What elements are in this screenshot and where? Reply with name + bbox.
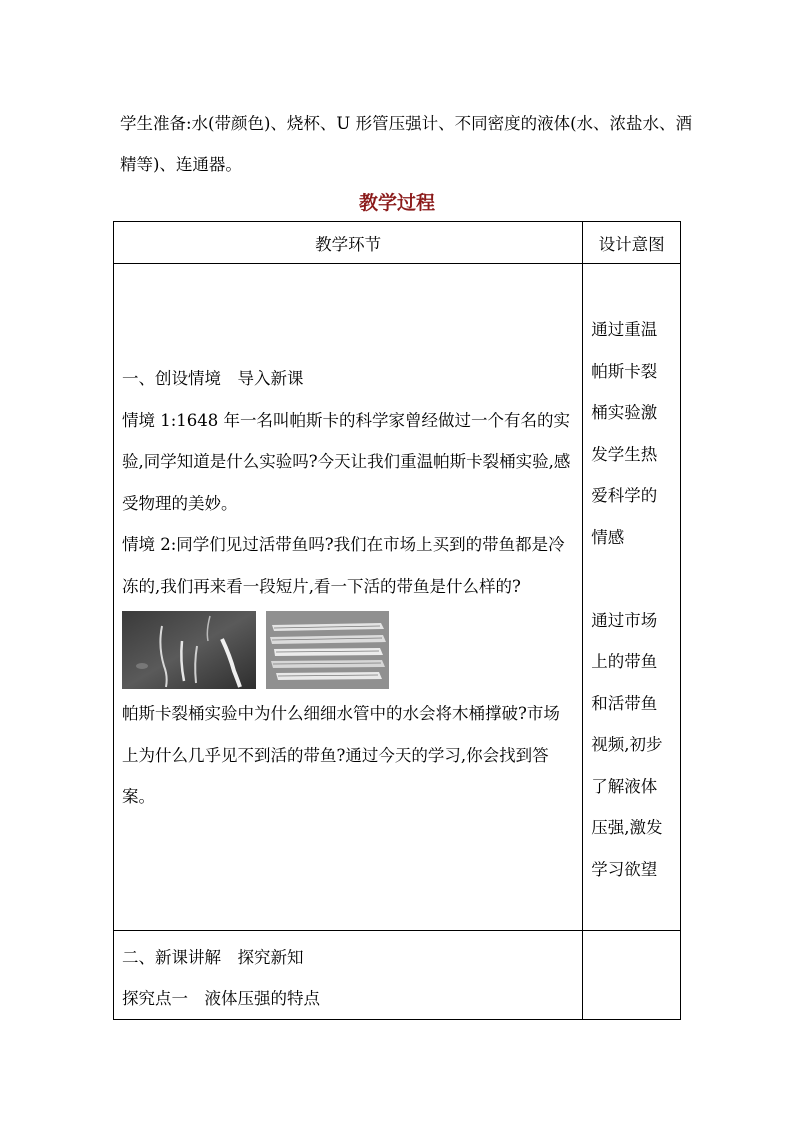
intent-cell-new-lesson <box>583 931 681 1020</box>
question-text: 帕斯卡裂桶实验中为什么细细水管中的水会将木桶撑破?市场上为什么几乎见不到活的带鱼?通过今天的学习,你会找到答案。 <box>122 704 560 806</box>
header-design-intent: 设计意图 <box>583 222 681 264</box>
table-header-row <box>114 222 681 264</box>
stage-heading: 二、新课讲解 探究新知 <box>122 948 304 967</box>
photo-row <box>122 611 574 689</box>
teaching-process-table <box>113 221 681 1020</box>
intent-text-2: 通过市场上的带鱼和活带鱼视频,初步了解液体压强,激发学习欲望 <box>591 610 663 879</box>
stage-subheading: 探究点一 液体压强的特点 <box>122 989 320 1008</box>
stage-cell-intro <box>114 264 583 931</box>
scenario-2-text: 情境 2:同学们见过活带鱼吗?我们在市场上买到的带鱼都是冷冻的,我们再来看一段短片,看一下活的带鱼是什么样的? <box>122 535 565 596</box>
scenario-1-text: 情境 1:1648 年一名叫帕斯卡的科学家曾经做过一个有名的实验,同学知道是什么实验吗?今天让我们重温帕斯卡裂桶实验,感受物理的美妙。 <box>122 410 571 513</box>
table-row <box>114 264 681 931</box>
intent-text-1: 通过重温帕斯卡裂桶实验激发学生热爱科学的情感 <box>591 320 658 547</box>
table-row <box>114 931 681 1020</box>
header-teaching-stage: 教学环节 <box>114 222 583 264</box>
live-ribbonfish-photo <box>122 611 256 689</box>
frozen-ribbonfish-photo <box>266 611 389 689</box>
stage-heading: 一、创设情境 导入新课 <box>122 369 304 388</box>
section-title: 教学过程 <box>358 192 435 214</box>
student-preparation: 学生准备:水(带颜色)、烧杯、U 形管压强计、不同密度的液体(水、浓盐水、酒精等)、连通器。 <box>120 114 693 174</box>
intent-cell-intro <box>583 264 681 931</box>
stage-cell-new-lesson <box>114 931 583 1020</box>
